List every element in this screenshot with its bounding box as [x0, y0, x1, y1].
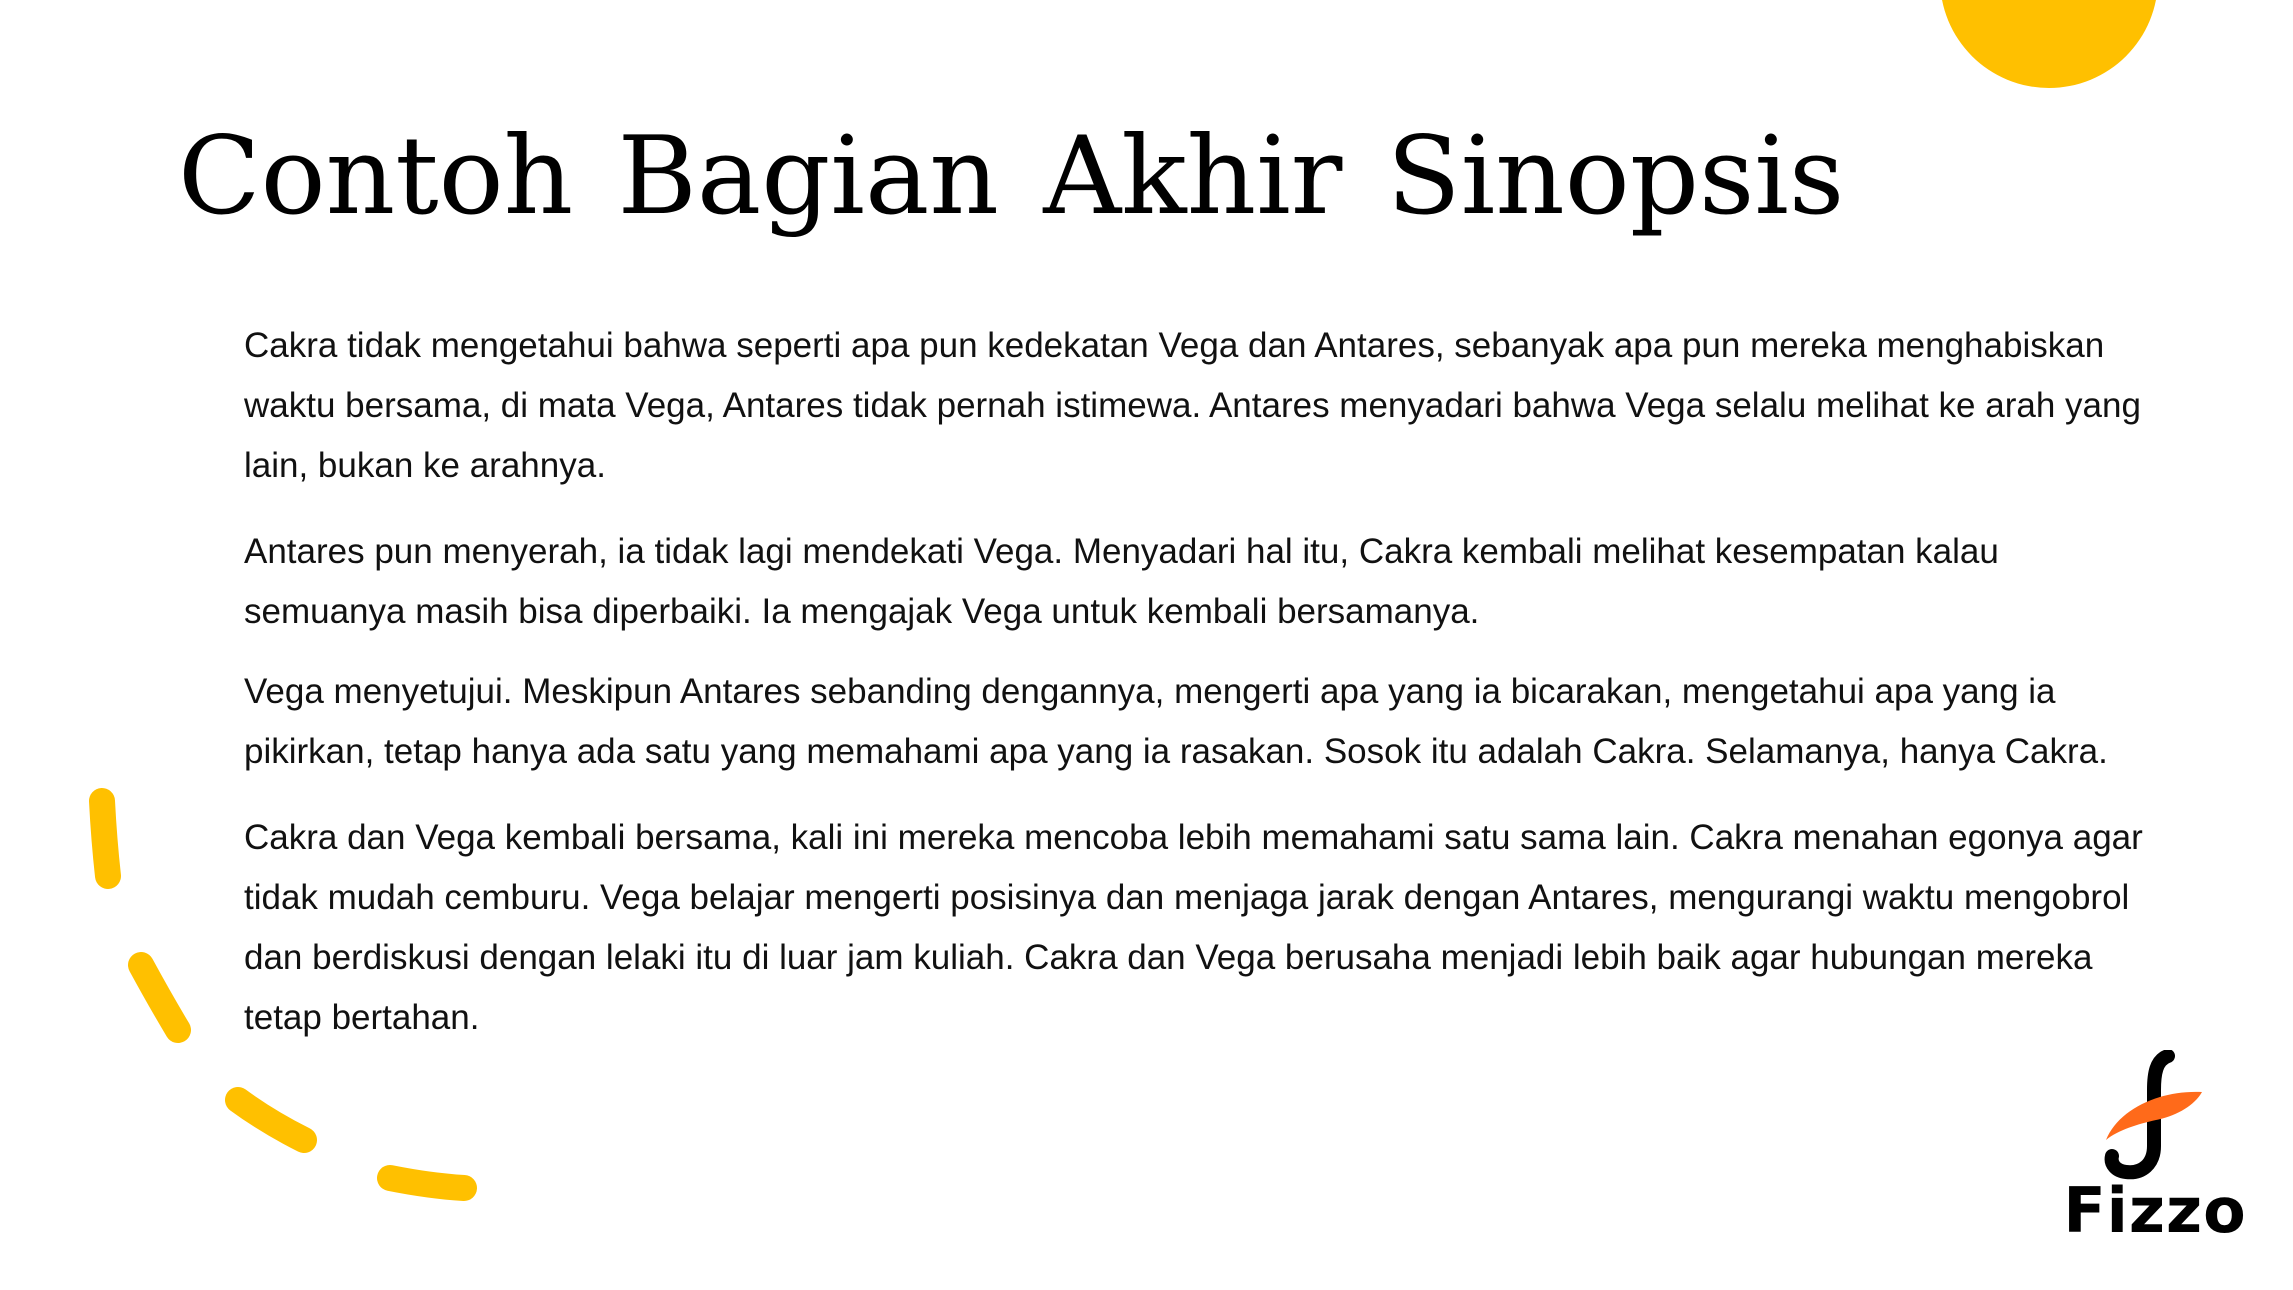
slide-title: Contoh Bagian Akhir Sinopsis	[178, 114, 1845, 239]
paragraph-2: Antares pun menyerah, ia tidak lagi mendekati Vega. Menyadari hal itu, Cakra kembali melihat kesempatan kalau semuanya masih bisa diperbaiki. Ia mengajak Vega untuk kembali bersamanya.	[244, 532, 1999, 631]
paragraph-1: Cakra tidak mengetahui bahwa seperti apa pun kedekatan Vega dan Antares, sebanyak apa pun mereka menghabiskan waktu bersama, di mata Vega, Antares tidak pernah istimewa. Antares menyadari bahwa Vega selalu melihat ke arah yang lain, bukan ke arahnya.	[244, 326, 2141, 485]
synopsis-body	[244, 316, 2164, 1074]
fizzo-logo	[2060, 1050, 2250, 1260]
decorative-yellow-circle	[1940, 0, 2158, 88]
paragraph-3: Vega menyetujui. Meskipun Antares sebanding dengannya, mengerti apa yang ia bicarakan, mengetahui apa yang ia pikirkan, tetap hanya ada satu yang memahami apa yang ia rasakan. Sosok itu adalah Cakra. Selamanya, hanya Cakra.	[244, 672, 2108, 771]
fizzo-f-icon	[2098, 1050, 2218, 1180]
fizzo-logo-text: Fizzo	[2063, 1174, 2247, 1247]
paragraph-4: Cakra dan Vega kembali bersama, kali ini mereka mencoba lebih memahami satu sama lain. Cakra menahan egonya agar tidak mudah cemburu. Vega belajar mengerti posisinya dan menjaga jarak dengan Antares, mengurangi waktu mengobrol dan berdiskusi dengan lelaki itu di luar jam kuliah. Cakra dan Vega berusaha menjadi lebih baik agar hubungan mereka tetap bertahan.	[244, 818, 2143, 1037]
